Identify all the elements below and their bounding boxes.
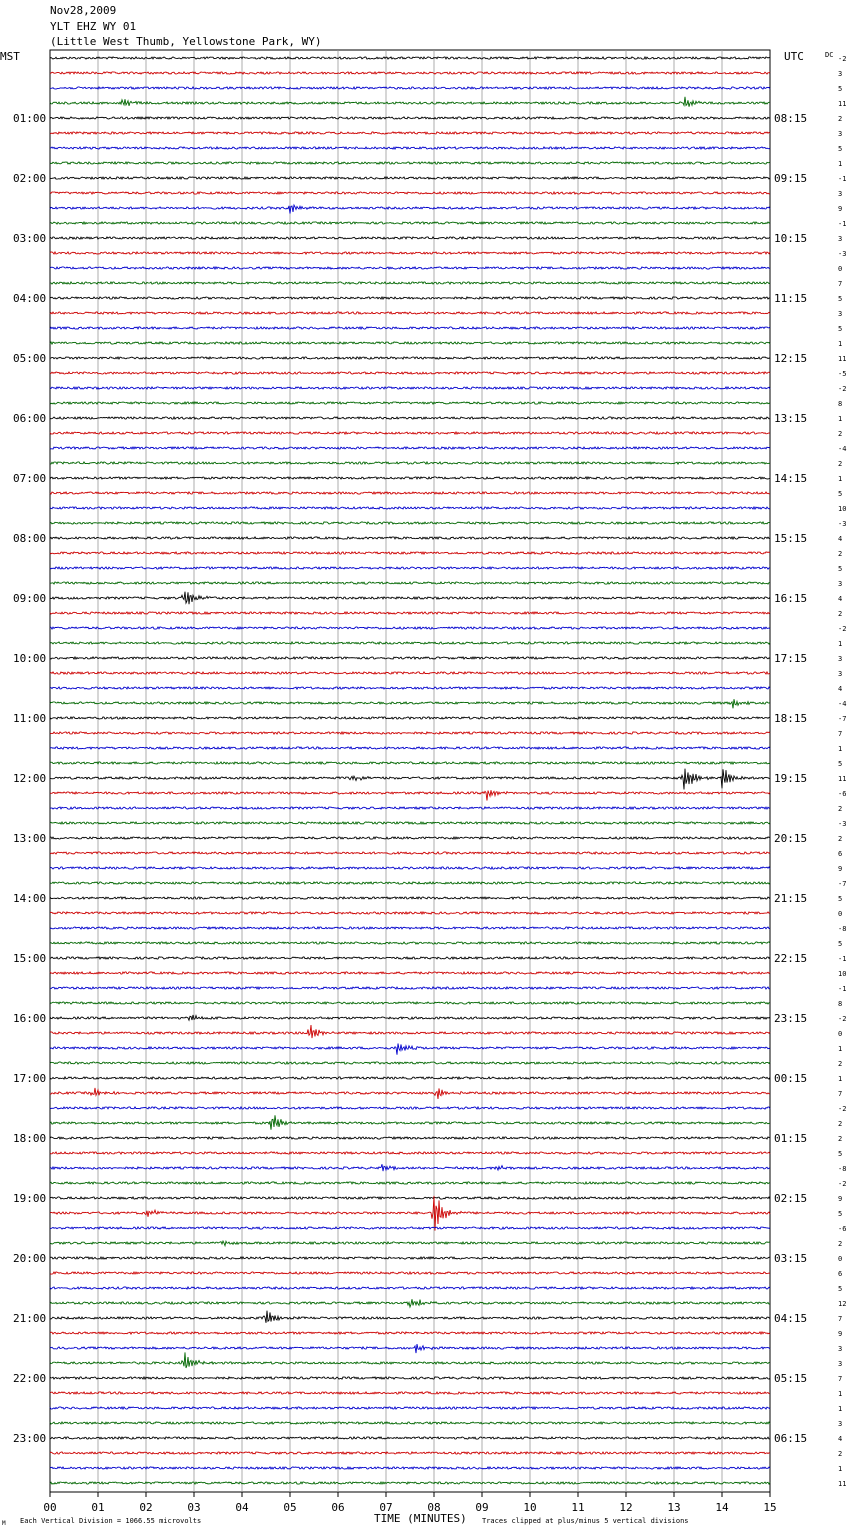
seismogram-trace <box>50 1088 770 1099</box>
dc-offset-label: 8 <box>838 1000 843 1008</box>
seismogram-trace <box>50 237 770 239</box>
seismogram-trace <box>50 882 770 884</box>
seismogram-trace <box>50 699 770 708</box>
seismogram-trace <box>50 177 770 179</box>
dc-offset-label: 8 <box>838 400 843 408</box>
utc-hour-label: 18:15 <box>774 712 808 725</box>
dc-offset-label: -4 <box>838 445 847 453</box>
seismogram-trace <box>50 822 770 824</box>
seismogram-trace <box>50 372 770 374</box>
x-tick-label: 08 <box>427 1501 441 1514</box>
seismogram-trace <box>50 222 770 224</box>
dc-offset-label: 7 <box>838 1375 843 1383</box>
utc-hour-label: 08:15 <box>774 112 808 125</box>
dc-offset-label: 0 <box>838 1255 843 1263</box>
dc-offset-label: -2 <box>838 625 847 633</box>
seismogram-trace <box>50 1311 770 1323</box>
dc-offset-label: 10 <box>838 505 847 513</box>
mst-hour-label: 11:00 <box>13 712 47 725</box>
x-tick-label: 06 <box>331 1501 345 1514</box>
seismogram-trace <box>50 747 770 749</box>
dc-offset-label: 5 <box>838 1210 843 1218</box>
dc-offset-label: 1 <box>838 1045 843 1053</box>
dc-offset-label: 5 <box>838 940 843 948</box>
dc-offset-label: 3 <box>838 1360 843 1368</box>
seismogram-trace <box>50 1287 770 1289</box>
dc-offset-label: 2 <box>838 1120 843 1128</box>
dc-offset-label: 12 <box>838 1300 847 1308</box>
seismogram-trace <box>50 837 770 839</box>
mst-hour-label: 07:00 <box>13 472 47 485</box>
dc-offset-label: 2 <box>838 460 843 468</box>
dc-offset-label: -8 <box>838 1165 847 1173</box>
seismogram-trace <box>50 342 770 344</box>
x-tick-label: 00 <box>43 1501 57 1514</box>
seismogram-trace <box>50 657 770 659</box>
seismogram-trace <box>50 717 770 719</box>
mst-hour-label: 20:00 <box>13 1252 47 1265</box>
seismogram-trace <box>50 1025 770 1038</box>
seismogram-trace <box>50 897 770 899</box>
seismogram-trace <box>50 1352 770 1368</box>
seismogram-trace <box>50 790 770 800</box>
dc-offset-label: 5 <box>838 145 843 153</box>
mst-hour-label: 14:00 <box>13 892 47 905</box>
dc-offset-label: 5 <box>838 760 843 768</box>
header-location: (Little West Thumb, Yellowstone Park, WY) <box>50 35 322 48</box>
seismogram-trace <box>50 267 770 269</box>
dc-offset-label: 5 <box>838 1150 843 1158</box>
dc-offset-label: -1 <box>838 175 847 183</box>
dc-offset-label: 4 <box>838 595 843 603</box>
dc-offset-label: 7 <box>838 1090 843 1098</box>
dc-offset-label: 3 <box>838 190 843 198</box>
dc-offset-label: -6 <box>838 1225 847 1233</box>
dc-offset-label: 0 <box>838 265 843 273</box>
utc-hour-label: 15:15 <box>774 532 808 545</box>
seismogram-trace <box>50 1299 770 1307</box>
utc-hour-label: 10:15 <box>774 232 808 245</box>
dc-offset-label: 1 <box>838 160 843 168</box>
seismogram-trace <box>50 57 770 59</box>
dc-offset-label: -8 <box>838 925 847 933</box>
dc-offset-label: -2 <box>838 55 847 63</box>
seismogram-trace <box>50 252 770 254</box>
seismogram-trace <box>50 807 770 809</box>
seismogram-trace <box>50 87 770 89</box>
utc-hour-label: 02:15 <box>774 1192 808 1205</box>
mst-hour-label: 16:00 <box>13 1012 47 1025</box>
x-tick-label: 14 <box>715 1501 729 1514</box>
x-tick-label: 03 <box>187 1501 201 1514</box>
seismogram-trace <box>50 672 770 674</box>
seismogram-trace <box>50 192 770 194</box>
x-tick-label: 10 <box>523 1501 537 1514</box>
utc-hour-label: 04:15 <box>774 1312 808 1325</box>
seismogram-trace <box>50 1196 770 1231</box>
seismogram-trace <box>50 162 770 164</box>
scale-note: Each Vertical Division = 1066.55 microvolts <box>20 1517 202 1525</box>
dc-offset-label: 9 <box>838 205 843 213</box>
dc-offset-label: -3 <box>838 820 847 828</box>
dc-offset-label: 7 <box>838 1315 843 1323</box>
seismogram-trace <box>50 432 770 434</box>
dc-offset-label: 2 <box>838 550 843 558</box>
seismogram-traces <box>50 57 770 1484</box>
dc-offset-label: 0 <box>838 910 843 918</box>
dc-offset-label: 2 <box>838 610 843 618</box>
utc-label: UTC <box>784 50 804 63</box>
mst-hour-label: 18:00 <box>13 1132 47 1145</box>
dc-offset-label: 1 <box>838 1075 843 1083</box>
dc-offset-label: 3 <box>838 580 843 588</box>
dc-offset-label: 2 <box>838 1240 843 1248</box>
seismogram-trace <box>50 1377 770 1379</box>
dc-offset-label: 9 <box>838 1330 843 1338</box>
dc-offset-label: 3 <box>838 130 843 138</box>
mst-hour-label: 15:00 <box>13 952 47 965</box>
dc-offset-label: 1 <box>838 340 843 348</box>
dc-offset-label: 2 <box>838 805 843 813</box>
dc-offset-label: -7 <box>838 715 847 723</box>
seismogram-trace <box>50 1482 770 1484</box>
seismogram-trace <box>50 477 770 479</box>
dc-offset-label: -1 <box>838 985 847 993</box>
dc-offset-label: 2 <box>838 835 843 843</box>
dc-offset-label: -7 <box>838 880 847 888</box>
dc-offset-label: 4 <box>838 535 843 543</box>
seismogram-trace <box>50 537 770 539</box>
mst-hour-label: 06:00 <box>13 412 47 425</box>
dc-offset-label: -1 <box>838 955 847 963</box>
dc-offset-label: 10 <box>838 970 847 978</box>
seismogram-trace <box>50 132 770 134</box>
dc-offset-label: -3 <box>838 520 847 528</box>
utc-hour-label: 19:15 <box>774 772 808 785</box>
seismogram-trace <box>50 1115 770 1129</box>
seismogram-trace <box>50 282 770 284</box>
dc-offset-label: 0 <box>838 1030 843 1038</box>
dc-offset-label: 11 <box>838 1480 847 1488</box>
mst-hour-label: 21:00 <box>13 1312 47 1325</box>
x-tick-label: 07 <box>379 1501 393 1514</box>
x-tick-label: 11 <box>571 1501 585 1514</box>
seismogram-trace <box>50 1002 770 1004</box>
utc-hour-label: 00:15 <box>774 1072 808 1085</box>
dc-offset-label: 1 <box>838 640 843 648</box>
mst-hour-label: 23:00 <box>13 1432 47 1445</box>
seismogram-trace <box>50 312 770 314</box>
mst-hour-label: 05:00 <box>13 352 47 365</box>
utc-hour-label: 17:15 <box>774 652 808 665</box>
seismogram-trace <box>50 117 770 119</box>
seismogram-trace <box>50 1241 770 1246</box>
seismogram-trace <box>50 1152 770 1154</box>
utc-hour-label: 05:15 <box>774 1372 808 1385</box>
dc-offset-label: -3 <box>838 250 847 258</box>
dc-label: DC <box>825 51 834 59</box>
header-date: Nov28,2009 <box>50 4 117 17</box>
dc-offset-label: 5 <box>838 295 843 303</box>
utc-hour-label: 09:15 <box>774 172 808 185</box>
utc-hour-label: 06:15 <box>774 1432 808 1445</box>
dc-offset-label: -1 <box>838 220 847 228</box>
seismogram-trace <box>50 297 770 299</box>
seismogram-trace <box>50 387 770 389</box>
seismogram-trace <box>50 912 770 914</box>
dc-offset-label: 1 <box>838 475 843 483</box>
x-tick-label: 01 <box>91 1501 105 1514</box>
clip-note: Traces clipped at plus/minus 5 vertical divisions <box>482 1517 689 1525</box>
seismogram-trace <box>50 1164 770 1171</box>
dc-offset-label: -2 <box>838 1105 847 1113</box>
seismogram-trace <box>50 205 770 213</box>
seismogram-trace <box>50 1077 770 1079</box>
seismogram-trace <box>50 447 770 449</box>
dc-offset-label: -5 <box>838 370 847 378</box>
dc-offset-label: 2 <box>838 1060 843 1068</box>
seismogram-trace <box>50 402 770 404</box>
dc-offset-label: -2 <box>838 1180 847 1188</box>
dc-offset-label: 7 <box>838 730 843 738</box>
utc-hour-label: 20:15 <box>774 832 808 845</box>
dc-offset-label: -4 <box>838 700 847 708</box>
seismogram-trace <box>50 72 770 74</box>
dc-offset-label: 7 <box>838 280 843 288</box>
dc-offset-label: 1 <box>838 1405 843 1413</box>
mst-hour-label: 04:00 <box>13 292 47 305</box>
dc-offset-label: 3 <box>838 1420 843 1428</box>
dc-offset-label: 5 <box>838 490 843 498</box>
x-tick-label: 05 <box>283 1501 297 1514</box>
mst-hour-label: 01:00 <box>13 112 47 125</box>
dc-offset-label: 1 <box>838 1465 843 1473</box>
seismogram-trace <box>50 852 770 854</box>
mst-hour-label: 19:00 <box>13 1192 47 1205</box>
seismogram-trace <box>50 97 770 107</box>
dc-offset-label: 5 <box>838 325 843 333</box>
seismogram-trace <box>50 1044 770 1055</box>
seismogram-trace <box>50 687 770 689</box>
x-tick-label: 13 <box>667 1501 681 1514</box>
dc-offset-label: 3 <box>838 1345 843 1353</box>
seismogram-trace <box>50 592 770 605</box>
mst-hour-label: 17:00 <box>13 1072 47 1085</box>
seismogram-trace <box>50 522 770 524</box>
seismogram-trace <box>50 552 770 554</box>
utc-hour-label: 22:15 <box>774 952 808 965</box>
mst-label: MST <box>0 50 20 63</box>
mst-hour-label: 02:00 <box>13 172 47 185</box>
seismogram-trace <box>50 1257 770 1259</box>
time-grid <box>50 50 770 1492</box>
seismogram-trace <box>50 1452 770 1454</box>
corner-mark: M <box>2 1520 6 1527</box>
seismogram-trace <box>50 1182 770 1184</box>
seismogram-trace <box>50 1107 770 1109</box>
dc-offset-label: 5 <box>838 565 843 573</box>
mst-hour-label: 09:00 <box>13 592 47 605</box>
seismogram-trace <box>50 1197 770 1199</box>
dc-offset-label: 2 <box>838 1135 843 1143</box>
x-tick-label: 15 <box>763 1501 777 1514</box>
seismogram-trace <box>50 942 770 944</box>
dc-offset-label: 4 <box>838 1435 843 1443</box>
dc-offset-label: 5 <box>838 895 843 903</box>
seismogram-trace <box>50 147 770 149</box>
dc-offset-label: 3 <box>838 655 843 663</box>
utc-hour-label: 23:15 <box>774 1012 808 1025</box>
utc-hour-label: 11:15 <box>774 292 808 305</box>
dc-offset-label: 11 <box>838 355 847 363</box>
seismogram-trace <box>50 867 770 869</box>
seismogram-trace <box>50 957 770 959</box>
seismogram-trace <box>50 642 770 644</box>
dc-offset-label: 2 <box>838 115 843 123</box>
mst-hour-label: 12:00 <box>13 772 47 785</box>
seismogram-trace <box>50 1344 770 1353</box>
plot-frame <box>50 50 770 1492</box>
dc-offset-label: 4 <box>838 685 843 693</box>
utc-hour-label: 21:15 <box>774 892 808 905</box>
mst-hour-label: 03:00 <box>13 232 47 245</box>
seismogram-trace <box>50 582 770 584</box>
utc-hour-label: 14:15 <box>774 472 808 485</box>
dc-offset-label: 1 <box>838 415 843 423</box>
utc-hour-label: 03:15 <box>774 1252 808 1265</box>
seismogram-trace <box>50 1407 770 1409</box>
seismogram-trace <box>50 762 770 764</box>
seismogram-trace <box>50 507 770 509</box>
seismogram-trace <box>50 1137 770 1139</box>
mst-hour-label: 22:00 <box>13 1372 47 1385</box>
seismogram-trace <box>50 1437 770 1439</box>
seismogram-trace <box>50 972 770 974</box>
dc-offset-label: -6 <box>838 790 847 798</box>
seismogram-trace <box>50 612 770 614</box>
seismogram-trace <box>50 1332 770 1334</box>
seismogram-trace <box>50 417 770 419</box>
seismogram-trace <box>50 462 770 464</box>
mst-hour-label: 10:00 <box>13 652 47 665</box>
dc-offset-label: 3 <box>838 670 843 678</box>
x-tick-label: 02 <box>139 1501 153 1514</box>
seismogram-trace <box>50 1392 770 1394</box>
dc-offset-label: 9 <box>838 865 843 873</box>
dc-offset-label: 1 <box>838 1390 843 1398</box>
x-tick-label: 09 <box>475 1501 489 1514</box>
dc-offset-label: 1 <box>838 745 843 753</box>
utc-hour-label: 13:15 <box>774 412 808 425</box>
seismogram-trace <box>50 1227 770 1229</box>
seismogram-trace <box>50 567 770 569</box>
seismogram-trace <box>50 1422 770 1424</box>
dc-offset-label: 5 <box>838 1285 843 1293</box>
dc-offset-label: 5 <box>838 85 843 93</box>
seismogram-trace <box>50 357 770 359</box>
header-station: YLT EHZ WY 01 <box>50 20 137 33</box>
dc-offset-label: 3 <box>838 70 843 78</box>
utc-hour-label: 12:15 <box>774 352 808 365</box>
dc-offset-label: 3 <box>838 235 843 243</box>
dc-offset-label: 2 <box>838 1450 843 1458</box>
dc-offset-label: 6 <box>838 850 843 858</box>
seismogram-trace <box>50 987 770 989</box>
dc-offset-label: 6 <box>838 1270 843 1278</box>
seismogram-trace <box>50 1467 770 1469</box>
dc-offset-label: -2 <box>838 1015 847 1023</box>
seismogram-trace <box>50 627 770 629</box>
x-axis-title: TIME (MINUTES) <box>374 1512 467 1525</box>
seismogram-trace <box>50 1015 770 1020</box>
mst-hour-label: 13:00 <box>13 832 47 845</box>
dc-offset-label: 2 <box>838 430 843 438</box>
x-tick-label: 04 <box>235 1501 249 1514</box>
dc-offset-label: 11 <box>838 100 847 108</box>
dc-offset-label: 3 <box>838 310 843 318</box>
seismogram-trace <box>50 927 770 929</box>
dc-offset-label: 9 <box>838 1195 843 1203</box>
seismogram-trace <box>50 492 770 494</box>
mst-hour-label: 08:00 <box>13 532 47 545</box>
dc-offset-label: -2 <box>838 385 847 393</box>
seismogram-trace <box>50 1062 770 1064</box>
utc-hour-label: 16:15 <box>774 592 808 605</box>
seismogram-trace <box>50 1272 770 1274</box>
utc-hour-label: 01:15 <box>774 1132 808 1145</box>
dc-offset-label: 11 <box>838 775 847 783</box>
x-tick-label: 12 <box>619 1501 633 1514</box>
seismogram-trace <box>50 327 770 329</box>
seismogram-trace <box>50 732 770 734</box>
seismogram-trace <box>50 769 770 790</box>
